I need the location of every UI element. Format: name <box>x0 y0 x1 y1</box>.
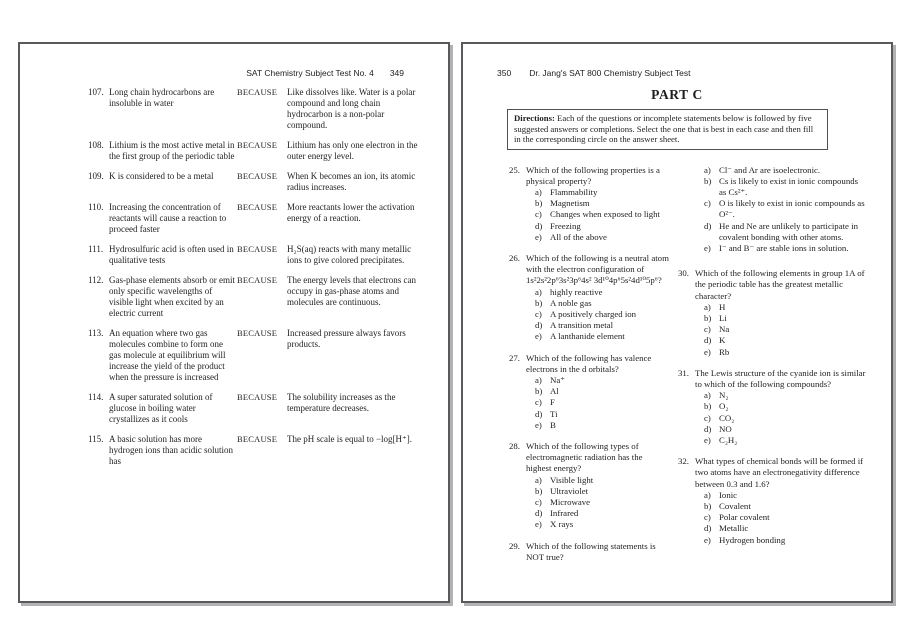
question-columns <box>509 165 891 574</box>
option-letter: c) <box>535 496 542 507</box>
because-label: BECAUSE <box>237 434 278 444</box>
multiple-choice-question <box>678 368 866 446</box>
option-text: F <box>550 397 555 408</box>
because-question-row <box>20 140 448 162</box>
question-number: 114. <box>88 392 104 402</box>
question-statement: Hydrosulfuric acid is often used in qualitative tests <box>109 244 234 265</box>
option-list <box>678 302 866 358</box>
answer-option <box>678 176 866 198</box>
question-number: 28. <box>509 440 520 451</box>
answer-option <box>509 386 669 397</box>
question-reason: H₂S(aq) reacts with many metallic ions to give colored precipitates. <box>287 244 412 265</box>
answer-option <box>509 287 669 298</box>
answer-option <box>509 198 669 209</box>
option-text: A lanthanide element <box>550 331 625 342</box>
option-text: highly reactive <box>550 286 603 297</box>
option-text: Na⁺ <box>550 374 565 385</box>
question-text: Which of the following has valence electrons in the d orbitals? <box>526 352 652 374</box>
answer-option <box>509 209 669 220</box>
question-column-1 <box>509 165 669 574</box>
question-number: 26. <box>509 252 520 263</box>
because-label: BECAUSE <box>237 392 278 402</box>
question-number: 112. <box>88 275 104 285</box>
answer-option <box>678 221 866 243</box>
question-number: 25. <box>509 164 520 175</box>
answer-option <box>509 508 669 519</box>
answer-option <box>509 497 669 508</box>
because-label: BECAUSE <box>237 171 278 181</box>
right-page <box>461 42 893 603</box>
column-2-question-list <box>678 268 866 546</box>
directions-text: Each of the questions or incomplete statements below is followed by five suggested answers or completions. Select the one that is best in each case and then fill in the corresponding circle on the answer sheet. <box>514 113 814 144</box>
option-letter: b) <box>704 401 712 412</box>
question-head <box>509 541 669 563</box>
option-letter: a) <box>704 164 711 175</box>
multiple-choice-question <box>509 253 669 343</box>
option-list <box>678 390 866 446</box>
multiple-choice-question <box>509 441 669 531</box>
option-text: Hydrogen bonding <box>719 534 786 545</box>
option-letter: b) <box>704 500 712 511</box>
option-letter: e) <box>535 331 542 342</box>
option-text: Covalent <box>719 500 751 511</box>
answer-option <box>678 435 866 446</box>
question-statement: A basic solution has more hydrogen ions than acidic solution has <box>109 434 233 466</box>
because-question-row <box>20 328 448 383</box>
answer-option <box>678 335 866 346</box>
question-number: 32. <box>678 456 689 467</box>
option-letter: b) <box>535 485 543 496</box>
option-text: C₂H₂ <box>719 434 738 445</box>
question-text: Which of the following types of electromagnetic radiation has the highest energy? <box>526 440 643 474</box>
directions-label: Directions: <box>514 113 555 123</box>
option-text: A noble gas <box>550 297 592 308</box>
option-text: NO <box>719 423 732 434</box>
option-letter: e) <box>535 419 542 430</box>
option-letter: d) <box>704 523 712 534</box>
option-text: Changes when exposed to light <box>550 209 660 220</box>
option-text: Li <box>719 312 727 323</box>
question-number: 107. <box>88 87 104 97</box>
because-question-row <box>20 392 448 425</box>
question-number: 29. <box>509 540 520 551</box>
question-head <box>509 441 669 475</box>
option-text: CO₂ <box>719 412 735 423</box>
multiple-choice-question <box>678 268 866 358</box>
option-text: Na <box>719 324 730 335</box>
answer-option <box>509 397 669 408</box>
question-head <box>509 353 669 375</box>
answer-option <box>509 486 669 497</box>
option-text: Metallic <box>719 523 749 534</box>
question-number: 109. <box>88 171 104 181</box>
option-letter: d) <box>535 320 543 331</box>
option-letter: d) <box>704 220 712 231</box>
question-reason: The pH scale is equal to −log[H⁺]. <box>287 434 413 444</box>
because-question-row <box>20 244 448 266</box>
answer-option <box>509 420 669 431</box>
question-reason: Increased pressure always favors products. <box>287 328 406 349</box>
option-list <box>509 287 669 343</box>
option-text: I⁻ and B⁻ are stable ions in solution. <box>719 242 849 253</box>
question-number: 27. <box>509 352 520 363</box>
directions-box <box>507 109 828 150</box>
because-label: BECAUSE <box>237 140 278 150</box>
question-statement: Gas-phase elements absorb or emit only specific wavelengths of visible light when excited by an electric current <box>109 275 235 318</box>
left-page <box>18 42 450 603</box>
option-text: Al <box>550 386 559 397</box>
question-reason: The solubility increases as the temperature decreases. <box>287 392 396 413</box>
question-head <box>678 456 866 490</box>
answer-option <box>509 309 669 320</box>
answer-option <box>678 512 866 523</box>
answer-option <box>678 390 866 401</box>
question-statement: K is considered to be a metal <box>109 171 214 181</box>
answer-option <box>678 424 866 435</box>
answer-option <box>678 324 866 335</box>
option-list <box>509 475 669 531</box>
option-letter: c) <box>535 397 542 408</box>
because-label: BECAUSE <box>237 275 278 285</box>
answer-option <box>678 413 866 424</box>
option-text: Infrared <box>550 508 579 519</box>
option-letter: b) <box>535 297 543 308</box>
answer-option <box>678 198 866 220</box>
multiple-choice-question <box>509 541 669 563</box>
question-number: 108. <box>88 140 104 150</box>
option-list <box>509 375 669 431</box>
option-letter: b) <box>535 386 543 397</box>
answer-option <box>678 490 866 501</box>
option-letter: b) <box>704 312 712 323</box>
option-text: O₂ <box>719 401 729 412</box>
because-label: BECAUSE <box>237 328 278 338</box>
question-reason: Lithium has only one electron in the outer energy level. <box>287 140 418 161</box>
option-text: All of the above <box>550 231 607 242</box>
because-label: BECAUSE <box>237 202 278 212</box>
question-statement: Lithium is the most active metal in the first group of the periodic table <box>109 140 235 161</box>
option-text: Magnetism <box>550 198 590 209</box>
because-label: BECAUSE <box>237 87 278 97</box>
option-text: Freezing <box>550 220 581 231</box>
answer-option <box>509 221 669 232</box>
option-letter: d) <box>535 508 543 519</box>
option-text: K <box>719 335 726 346</box>
option-text: He and Ne are unlikely to participate in covalent bonding with other atoms. <box>719 220 858 242</box>
option-letter: a) <box>535 374 542 385</box>
answer-option <box>509 475 669 486</box>
answer-option <box>678 302 866 313</box>
answer-option <box>509 232 669 243</box>
answer-option <box>509 519 669 530</box>
left-running-title: SAT Chemistry Subject Test No. 4 <box>246 68 374 78</box>
option-letter: b) <box>704 175 712 186</box>
option-text: Microwave <box>550 496 591 507</box>
question-reason: When K becomes an ion, its atomic radius increases. <box>287 171 416 192</box>
option-letter: d) <box>535 408 543 419</box>
option-letter: c) <box>704 412 711 423</box>
question-number: 110. <box>88 202 104 212</box>
option-text: Polar covalent <box>719 512 770 523</box>
option-letter: e) <box>704 346 711 357</box>
question-number: 31. <box>678 367 689 378</box>
question-reason: Like dissolves like. Water is a polar compound and long chain hydrocarbon is a non-polar compound. <box>287 87 416 130</box>
option-text: B <box>550 419 556 430</box>
answer-option <box>678 501 866 512</box>
multiple-choice-question <box>509 353 669 431</box>
option-letter: a) <box>704 489 711 500</box>
answer-option <box>509 375 669 386</box>
option-text: Rb <box>719 346 730 357</box>
because-question-row <box>20 87 448 131</box>
option-text: O is likely to exist in ionic compounds as O²⁻. <box>719 198 865 220</box>
option-letter: c) <box>704 512 711 523</box>
answer-option <box>678 535 866 546</box>
because-question-row <box>20 434 448 467</box>
option-text: A transition metal <box>550 320 614 331</box>
question-head <box>509 253 669 287</box>
question-number: 30. <box>678 268 689 279</box>
option-letter: b) <box>535 198 543 209</box>
because-question-list <box>20 87 448 467</box>
right-page-number: 350 <box>497 68 512 78</box>
option-letter: a) <box>535 286 542 297</box>
option-text: Ti <box>550 408 558 419</box>
question-statement: An equation where two gas molecules combine to form one gas molecule at equilibrium will increase the yield of the product when the pressure is increased <box>109 328 226 382</box>
answer-option <box>678 401 866 412</box>
multiple-choice-question <box>509 165 669 243</box>
answer-option <box>678 347 866 358</box>
option-text: Cl⁻ and Ar are isoelectronic. <box>719 164 821 175</box>
answer-option <box>678 165 866 176</box>
answer-option <box>509 187 669 198</box>
because-question-row <box>20 275 448 319</box>
option-letter: e) <box>704 434 711 445</box>
option-text: Visible light <box>550 474 594 485</box>
option-letter: e) <box>704 534 711 545</box>
option-letter: e) <box>535 231 542 242</box>
question-text: What types of chemical bonds will be formed if two atoms have an electronegativity difference between 0.3 and 1.6? <box>695 456 864 489</box>
answer-option <box>678 243 866 254</box>
option-text: Ultraviolet <box>550 485 589 496</box>
option-letter: e) <box>704 242 711 253</box>
option-letter: c) <box>535 209 542 220</box>
question-statement: Long chain hydrocarbons are insoluble in water <box>109 87 215 108</box>
answer-option <box>678 523 866 534</box>
answer-option <box>509 409 669 420</box>
option-letter: a) <box>704 301 711 312</box>
option-text: X rays <box>550 519 574 530</box>
option-letter: d) <box>704 423 712 434</box>
q29-continued-option-list <box>678 165 866 255</box>
question-statement: Increasing the concentration of reactants will cause a reaction to proceed faster <box>109 202 227 234</box>
question-reason: The energy levels that electrons can occupy in gas-phase atoms and molecules are continuous. <box>287 275 417 307</box>
option-text: N₂ <box>719 390 729 401</box>
option-letter: c) <box>704 324 711 335</box>
part-title: PART C <box>651 87 703 102</box>
option-letter: a) <box>535 186 542 197</box>
answer-option <box>509 320 669 331</box>
because-question-row <box>20 202 448 235</box>
option-text: H <box>719 301 726 312</box>
question-head <box>678 368 866 390</box>
option-letter: c) <box>535 308 542 319</box>
question-head <box>678 268 866 302</box>
question-text: The Lewis structure of the cyanide ion is similar to which of the following compounds? <box>695 367 866 389</box>
option-letter: d) <box>535 220 543 231</box>
question-text: Which of the following elements in group 1A of the periodic table has the greatest metallic character? <box>695 268 865 301</box>
because-question-row <box>20 171 448 193</box>
question-number: 111. <box>88 244 104 254</box>
multiple-choice-question <box>678 456 866 546</box>
question-text: Which of the following properties is a physical property? <box>526 164 660 186</box>
question-text: Which of the following statements is NOT true? <box>526 540 656 562</box>
question-statement: A super saturated solution of glucose in boiling water crystallizes as it cools <box>109 392 213 424</box>
because-label: BECAUSE <box>237 244 278 254</box>
option-letter: e) <box>535 519 542 530</box>
question-column-2 <box>678 165 866 574</box>
question-head <box>509 165 669 187</box>
right-running-title: Dr. Jang's SAT 800 Chemistry Subject Test <box>529 68 691 78</box>
question-reason: More reactants lower the activation energy of a reaction. <box>287 202 415 223</box>
right-page-running-head <box>497 68 891 78</box>
option-letter: a) <box>704 390 711 401</box>
left-page-number: 349 <box>389 68 404 78</box>
question-number: 113. <box>88 328 104 338</box>
option-list <box>509 187 669 243</box>
left-page-running-head <box>20 68 404 78</box>
question-number: 115. <box>88 434 104 444</box>
option-list <box>678 490 866 546</box>
option-letter: d) <box>704 335 712 346</box>
option-text: Flammability <box>550 186 598 197</box>
option-text: A positively charged ion <box>550 308 637 319</box>
option-text: Ionic <box>719 489 738 500</box>
answer-option <box>509 298 669 309</box>
option-letter: c) <box>704 198 711 209</box>
answer-option <box>678 313 866 324</box>
answer-option <box>509 331 669 342</box>
option-text: Cs is likely to exist in ionic compounds as Cs²⁺. <box>719 175 859 197</box>
question-text: Which of the following is a neutral atom with the electron configuration of 1s²2s²2p⁶3s²3p⁶4s² 3d¹⁰4p⁶5s²4d¹⁰5p⁶? <box>526 252 669 286</box>
option-letter: a) <box>535 474 542 485</box>
